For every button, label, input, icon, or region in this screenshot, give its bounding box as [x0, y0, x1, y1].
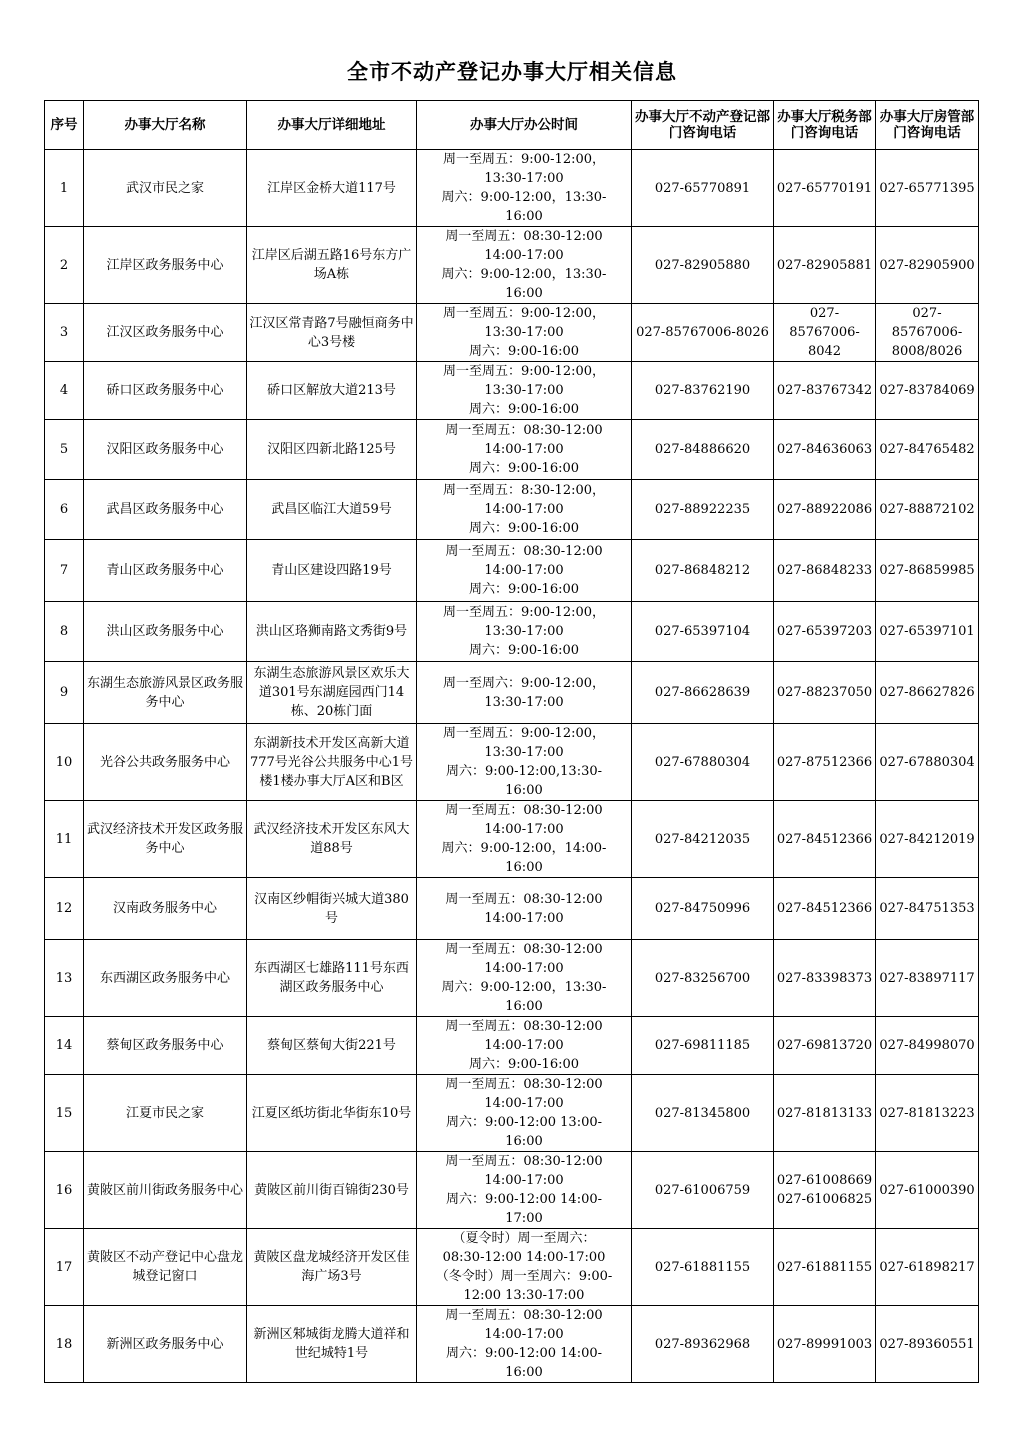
office-hours-line: 16:00: [505, 999, 543, 1014]
hall-name-cell: 黄陂区前川街政务服务中心: [84, 1152, 247, 1229]
table-row: [45, 662, 979, 724]
office-hours-cell: [417, 662, 632, 724]
registration-phone-cell: 027-61006759: [632, 1152, 774, 1229]
hall-name-cell: 江岸区政务服务中心: [84, 227, 247, 304]
office-hours-cell: [417, 602, 632, 662]
housing-phone-cell: 027-84998070: [876, 1017, 979, 1075]
row-seq-cell: 12: [45, 878, 84, 940]
office-hours-line: 16:00: [505, 860, 543, 875]
housing-phone-cell: 027-83897117: [876, 940, 979, 1017]
registration-phone-cell: 027-84750996: [632, 878, 774, 940]
registration-phone-cell: 027-88922235: [632, 480, 774, 540]
registration-phone-cell: 027-84212035: [632, 801, 774, 878]
table-row: [45, 801, 979, 878]
hall-address-cell: 汉阳区四新北路125号: [247, 420, 417, 480]
office-hours-line: 周六：9:00-12:00，13:30-: [441, 190, 607, 205]
registration-phone-cell: 027-82905880: [632, 227, 774, 304]
office-hours-line: 周一至周五：9:00-12:00，: [442, 364, 606, 379]
row-seq-cell: 18: [45, 1306, 84, 1383]
housing-phone-cell: 027-84212019: [876, 801, 979, 878]
row-seq-cell: 11: [45, 801, 84, 878]
office-hours-cell: [417, 878, 632, 940]
table-row: [45, 150, 979, 227]
office-hours-line: 周一至周五：08:30-12:00: [445, 891, 603, 907]
tax-phone-cell: 027-82905881: [774, 227, 876, 304]
office-hours-cell: [417, 540, 632, 602]
office-hours-cell: [417, 1075, 632, 1152]
office-hours-line: 14:00-17:00: [484, 248, 564, 263]
office-hours-cell: [417, 801, 632, 878]
hall-name-cell: 江夏市民之家: [84, 1075, 247, 1152]
office-hours-line: 周一至周五：08:30-12:00: [445, 803, 603, 818]
hall-name-cell: 黄陂区不动产登记中心盘龙城登记窗口: [84, 1229, 247, 1306]
hall-address-cell: 新洲区邾城街龙腾大道祥和世纪城特1号: [247, 1306, 417, 1383]
row-seq-cell: 14: [45, 1017, 84, 1075]
tax-phone-cell: 027-65397203: [774, 602, 876, 662]
tax-phone-cell: 027-89991003: [774, 1306, 876, 1383]
row-seq-cell: 15: [45, 1075, 84, 1152]
hall-address-cell: 江夏区纸坊街北华街东10号: [247, 1075, 417, 1152]
office-hours-line: 16:00: [505, 209, 543, 224]
hall-address-cell: 江岸区金桥大道117号: [247, 150, 417, 227]
office-hours-line: 周一至周五：9:00-12:00，: [442, 726, 606, 741]
table-row: [45, 602, 979, 662]
office-hours-line: 13:30-17:00: [484, 694, 564, 710]
housing-phone-cell: 027-89360551: [876, 1306, 979, 1383]
table-row: [45, 540, 979, 602]
office-hours-line: 14:00-17:00: [484, 910, 564, 926]
tax-phone-cell: 027-83398373: [774, 940, 876, 1017]
housing-phone-cell: 027-88872102: [876, 480, 979, 540]
header-house-phone: 办事大厅房管部门咨询电话: [876, 101, 979, 150]
table-row: [45, 1152, 979, 1229]
hall-address-cell: 江岸区后湖五路16号东方广场A栋: [247, 227, 417, 304]
tax-phone-cell: 027-61881155: [774, 1229, 876, 1306]
hall-address-cell: 东湖生态旅游风景区欢乐大道301号东湖庭园西门14栋、20栋门面: [247, 662, 417, 724]
hall-address-cell: 江汉区常青路7号融恒商务中心3号楼: [247, 304, 417, 362]
registration-phone-cell: 027-85767006-8026: [632, 304, 774, 362]
hall-name-cell: 江汉区政务服务中心: [84, 304, 247, 362]
office-hours-line: 周六：9:00-16:00: [468, 1057, 580, 1072]
row-seq-cell: 5: [45, 420, 84, 480]
office-hours-line: 14:00-17:00: [484, 442, 564, 457]
registration-phone-cell: 027-83762190: [632, 362, 774, 420]
office-hours-line: 16:00: [505, 783, 543, 798]
office-hours-line: 08:30-12:00 14:00-17:00: [442, 1250, 606, 1265]
hall-address-cell: 武汉经济技术开发区东风大道88号: [247, 801, 417, 878]
housing-phone-cell: 027-86627826: [876, 662, 979, 724]
office-hours-line: 周一至周五：9:00-12:00，: [442, 152, 606, 167]
housing-phone-cell: 027-65397101: [876, 602, 979, 662]
housing-phone-cell: 027-86859985: [876, 540, 979, 602]
office-hours-line: 周一至周六：9:00-12:00，: [442, 675, 606, 691]
table-row: [45, 1229, 979, 1306]
row-seq-cell: 7: [45, 540, 84, 602]
tax-phone-cell: 027-87512366: [774, 724, 876, 801]
registration-phone-cell: 027-67880304: [632, 724, 774, 801]
housing-phone-cell: 027-84751353: [876, 878, 979, 940]
office-hours-line: 14:00-17:00: [484, 502, 564, 517]
tax-phone-cell: 027-86848233: [774, 540, 876, 602]
hall-name-cell: 光谷公共政务服务中心: [84, 724, 247, 801]
office-hours-line: 14:00-17:00: [484, 1038, 564, 1053]
housing-phone-cell: 027-61000390: [876, 1152, 979, 1229]
office-hours-line: 周六：9:00-12:00，13:30-: [441, 267, 607, 282]
office-hours-line: 周六：9:00-12:00 13:00-: [445, 1115, 603, 1130]
hall-address-cell: 黄陂区盘龙城经济开发区佳海广场3号: [247, 1229, 417, 1306]
tax-phone-cell: 027-65770191: [774, 150, 876, 227]
office-hours-line: 14:00-17:00: [484, 961, 564, 976]
tax-phone-cell: 027-84512366: [774, 878, 876, 940]
office-hours-cell: [417, 480, 632, 540]
office-hours-cell: [417, 362, 632, 420]
office-hours-line: 14:00-17:00: [484, 1096, 564, 1111]
registration-phone-cell: 027-83256700: [632, 940, 774, 1017]
tax-phone-cell: 027-61008669 027-61006825: [774, 1152, 876, 1229]
office-hours-line: 周一至周五：9:00-12:00，: [442, 605, 606, 620]
table-row: [45, 1017, 979, 1075]
hall-name-cell: 青山区政务服务中心: [84, 540, 247, 602]
office-hours-line: 周一至周五：8:30-12:00，: [442, 483, 606, 498]
hall-address-cell: 武昌区临江大道59号: [247, 480, 417, 540]
office-hours-line: 周一至周五：08:30-12:00: [445, 1154, 603, 1169]
hall-address-cell: 黄陂区前川街百锦街230号: [247, 1152, 417, 1229]
hall-address-cell: 东湖新技术开发区高新大道777号光谷公共服务中心1号楼1楼办事大厅A区和B区: [247, 724, 417, 801]
row-seq-cell: 2: [45, 227, 84, 304]
office-hours-line: 13:30-17:00: [484, 325, 564, 340]
row-seq-cell: 13: [45, 940, 84, 1017]
office-hours-line: 周六：9:00-16:00: [468, 643, 580, 658]
office-hours-line: 周六：9:00-12:00，14:00-: [441, 841, 607, 856]
row-seq-cell: 6: [45, 480, 84, 540]
tax-phone-cell: 027-84512366: [774, 801, 876, 878]
table-row: [45, 724, 979, 801]
hall-name-cell: 新洲区政务服务中心: [84, 1306, 247, 1383]
housing-phone-cell: 027-82905900: [876, 227, 979, 304]
office-hours-cell: [417, 1306, 632, 1383]
registration-phone-cell: 027-86628639: [632, 662, 774, 724]
hall-name-cell: 汉阳区政务服务中心: [84, 420, 247, 480]
office-hours-cell: [417, 1229, 632, 1306]
office-hours-cell: [417, 150, 632, 227]
table-body: [45, 150, 979, 1383]
housing-phone-cell: 027-65771395: [876, 150, 979, 227]
row-seq-cell: 9: [45, 662, 84, 724]
office-hours-line: 16:00: [505, 286, 543, 301]
office-hours-cell: [417, 1152, 632, 1229]
hall-name-cell: 洪山区政务服务中心: [84, 602, 247, 662]
header-hours: 办事大厅办公时间: [417, 101, 632, 150]
row-seq-cell: 10: [45, 724, 84, 801]
office-hours-line: 12:00 13:30-17:00: [463, 1288, 585, 1303]
office-hours-line: 周六：9:00-12:00 14:00-: [445, 1346, 603, 1361]
office-hours-line: 周六：9:00-16:00: [468, 521, 580, 536]
header-name: 办事大厅名称: [84, 101, 247, 150]
tax-phone-cell: 027-85767006-8042: [774, 304, 876, 362]
office-hours-cell: [417, 227, 632, 304]
hall-address-cell: 蔡甸区蔡甸大街221号: [247, 1017, 417, 1075]
office-hours-line: 14:00-17:00: [484, 822, 564, 837]
tax-phone-cell: 027-88922086: [774, 480, 876, 540]
office-hours-line: 周六：9:00-16:00: [468, 582, 580, 597]
table-row: [45, 1075, 979, 1152]
office-hours-line: 周一至周五：9:00-12:00，: [442, 306, 606, 321]
tax-phone-cell: 027-83767342: [774, 362, 876, 420]
hall-name-cell: 硚口区政务服务中心: [84, 362, 247, 420]
registration-phone-cell: 027-84886620: [632, 420, 774, 480]
hall-name-cell: 蔡甸区政务服务中心: [84, 1017, 247, 1075]
hall-address-cell: 洪山区珞狮南路文秀街9号: [247, 602, 417, 662]
housing-phone-cell: 027-67880304: [876, 724, 979, 801]
office-hours-line: 周一至周五：08:30-12:00: [445, 229, 603, 244]
office-hours-line: 13:30-17:00: [484, 171, 564, 186]
office-hours-line: 13:30-17:00: [484, 624, 564, 639]
tax-phone-cell: 027-69813720: [774, 1017, 876, 1075]
row-seq-cell: 3: [45, 304, 84, 362]
table-row: [45, 227, 979, 304]
office-hours-line: 16:00: [505, 1365, 543, 1380]
office-hours-cell: [417, 724, 632, 801]
hall-name-cell: 武昌区政务服务中心: [84, 480, 247, 540]
office-hours-line: 周一至周五：08:30-12:00: [445, 544, 603, 559]
office-hours-line: 周一至周五：08:30-12:00: [445, 942, 603, 957]
housing-phone-cell: 027-84765482: [876, 420, 979, 480]
table-row: [45, 878, 979, 940]
page-title: 全市不动产登记办事大厅相关信息: [347, 60, 677, 84]
housing-phone-cell: 027-61898217: [876, 1229, 979, 1306]
row-seq-cell: 8: [45, 602, 84, 662]
office-hours-line: 17:00: [505, 1211, 543, 1226]
hall-name-cell: 东湖生态旅游风景区政务服务中心: [84, 662, 247, 724]
office-hours-line: 周六：9:00-12:00，13:30-: [441, 980, 607, 995]
hall-name-cell: 武汉市民之家: [84, 150, 247, 227]
office-hours-cell: [417, 420, 632, 480]
housing-phone-cell: 027-81813223: [876, 1075, 979, 1152]
office-hours-line: 周一至周五：08:30-12:00: [445, 423, 603, 438]
office-info-table: [44, 100, 979, 1383]
office-hours-line: 13:30-17:00: [484, 745, 564, 760]
registration-phone-cell: 027-86848212: [632, 540, 774, 602]
registration-phone-cell: 027-69811185: [632, 1017, 774, 1075]
hall-address-cell: 东西湖区七雄路111号东西湖区政务服务中心: [247, 940, 417, 1017]
table-row: [45, 362, 979, 420]
hall-address-cell: 硚口区解放大道213号: [247, 362, 417, 420]
registration-phone-cell: 027-81345800: [632, 1075, 774, 1152]
table-row: [45, 940, 979, 1017]
office-hours-line: 周六：9:00-16:00: [468, 402, 580, 417]
office-hours-line: 周六：9:00-12:00 14:00-: [445, 1192, 603, 1207]
office-hours-line: 周六：9:00-16:00: [468, 344, 580, 359]
row-seq-cell: 4: [45, 362, 84, 420]
hall-name-cell: 汉南政务服务中心: [84, 878, 247, 940]
row-seq-cell: 17: [45, 1229, 84, 1306]
housing-phone-cell: 027-83784069: [876, 362, 979, 420]
hall-name-cell: 东西湖区政务服务中心: [84, 940, 247, 1017]
table-row: [45, 1306, 979, 1383]
office-hours-line: 14:00-17:00: [484, 1327, 564, 1342]
office-hours-cell: [417, 1017, 632, 1075]
table-row: [45, 480, 979, 540]
tax-phone-cell: 027-84636063: [774, 420, 876, 480]
office-hours-line: 14:00-17:00: [484, 563, 564, 578]
housing-phone-cell: 027-85767006-8008/8026: [876, 304, 979, 362]
header-seq: 序号: [45, 101, 84, 150]
header-reg-phone: 办事大厅不动产登记部门咨询电话: [632, 101, 774, 150]
header-row: [45, 101, 979, 150]
office-hours-line: 14:00-17:00: [484, 1173, 564, 1188]
hall-name-cell: 武汉经济技术开发区政务服务中心: [84, 801, 247, 878]
office-hours-line: 周六：9:00-16:00: [468, 461, 580, 476]
registration-phone-cell: 027-89362968: [632, 1306, 774, 1383]
row-seq-cell: 16: [45, 1152, 84, 1229]
hall-address-cell: 青山区建设四路19号: [247, 540, 417, 602]
office-hours-line: （冬令时）周一至周六：9:00-: [435, 1269, 613, 1284]
table-row: [45, 304, 979, 362]
office-hours-line: 周一至周五：08:30-12:00: [445, 1308, 603, 1323]
header-tax-phone: 办事大厅税务部门咨询电话: [774, 101, 876, 150]
header-address: 办事大厅详细地址: [247, 101, 417, 150]
registration-phone-cell: 027-61881155: [632, 1229, 774, 1306]
table-row: [45, 420, 979, 480]
office-hours-line: （夏令时）周一至周六：: [452, 1231, 596, 1246]
office-hours-line: 周六：9:00-12:00,13:30-: [445, 764, 603, 779]
office-hours-line: 周一至周五：08:30-12:00: [445, 1019, 603, 1034]
office-hours-line: 13:30-17:00: [484, 383, 564, 398]
row-seq-cell: 1: [45, 150, 84, 227]
tax-phone-cell: 027-88237050: [774, 662, 876, 724]
hall-address-cell: 汉南区纱帽街兴城大道380号: [247, 878, 417, 940]
tax-phone-cell: 027-81813133: [774, 1075, 876, 1152]
office-hours-cell: [417, 940, 632, 1017]
office-hours-line: 周一至周五：08:30-12:00: [445, 1077, 603, 1092]
office-hours-cell: [417, 304, 632, 362]
registration-phone-cell: 027-65397104: [632, 602, 774, 662]
registration-phone-cell: 027-65770891: [632, 150, 774, 227]
office-hours-line: 16:00: [505, 1134, 543, 1149]
